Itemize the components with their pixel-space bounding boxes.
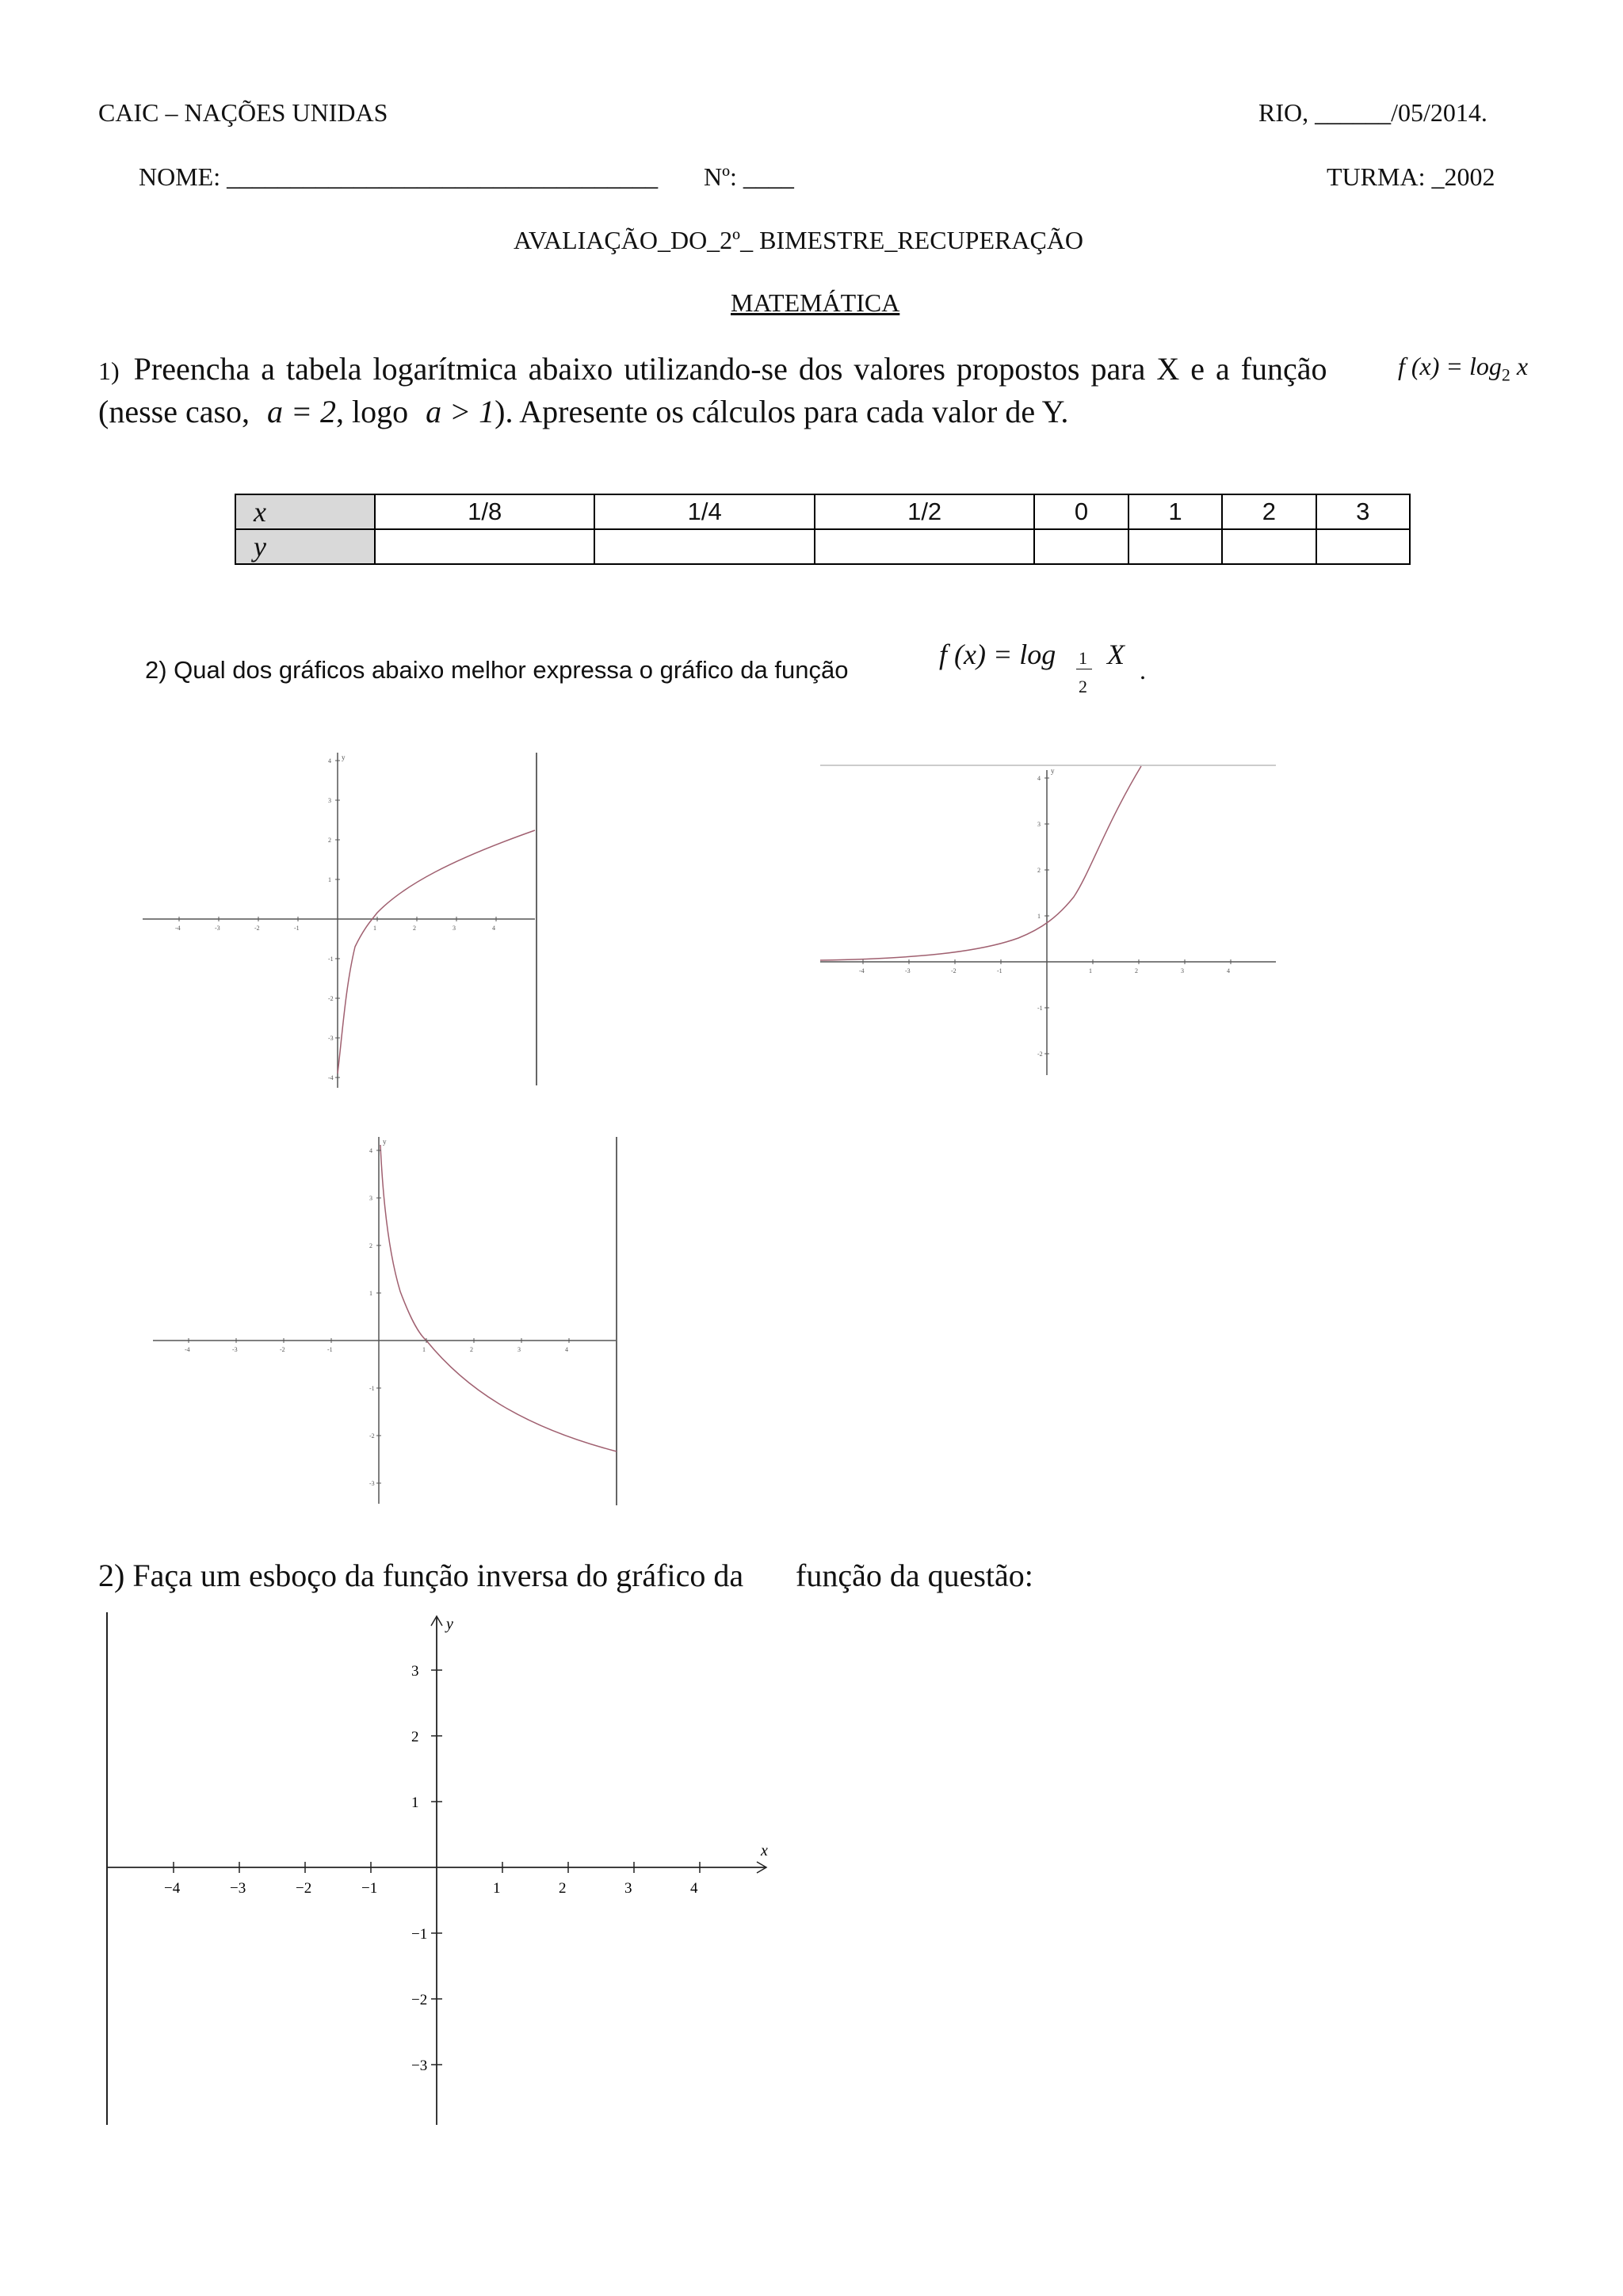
tick-marks [164, 1663, 700, 2074]
graph-option-2 [820, 762, 1280, 1079]
x-cell: 1/8 [375, 494, 594, 529]
class-field: TURMA: _2002 [1327, 162, 1495, 191]
exam-title: AVALIAÇÃO_DO_2º_ BIMESTRE_RECUPERAÇÃO [514, 226, 1084, 254]
graph-option-3 [147, 1133, 622, 1509]
y-tick-label: 3 [328, 797, 331, 804]
question-1-text: Preencha a tabela logarítmica abaixo utilizando-se dos valores propostos para X e a função [133, 351, 1327, 387]
y-tick-label: −3 [411, 2058, 428, 2074]
question-3-text-a: 2) Faça um esboço da função inversa do gráfico da [98, 1558, 744, 1593]
exp-curve [820, 766, 1141, 960]
x-tick-label: -1 [327, 1346, 333, 1353]
y-header: y [235, 529, 375, 564]
x-cell: 2 [1222, 494, 1316, 529]
x-tick-label: -2 [951, 967, 957, 974]
formula-period: . [1140, 656, 1146, 685]
x-tick-label: -3 [215, 925, 220, 932]
x-tick-label: 4 [1227, 967, 1230, 974]
y-tick-label: −2 [411, 1992, 428, 2008]
y-tick-label: 4 [369, 1147, 372, 1154]
y-axis-label: y [446, 1615, 453, 1633]
log-curve-decreasing [380, 1145, 617, 1451]
number-field: Nº: ____ [704, 162, 794, 191]
y-tick-label: 1 [328, 876, 331, 883]
question-1-formula [1398, 352, 1528, 385]
x-tick-label: 1 [1089, 967, 1092, 974]
y-tick-label: 3 [1037, 821, 1041, 828]
y-tick-label: -1 [369, 1385, 375, 1392]
x-tick-label: −1 [361, 1880, 378, 1897]
x-tick-label: 2 [470, 1346, 473, 1353]
school-name: CAIC – NAÇÕES UNIDAS [98, 98, 388, 127]
x-tick-label: −3 [230, 1880, 246, 1897]
x-cell: 3 [1316, 494, 1410, 529]
y-cell[interactable] [1128, 529, 1222, 564]
y-tick-label: 4 [1037, 775, 1041, 782]
x-cell: 0 [1034, 494, 1128, 529]
question-3-text-b: função da questão: [796, 1558, 1033, 1593]
y-tick-label: 1 [411, 1794, 419, 1811]
question-1-line2 [98, 393, 1068, 430]
x-tick-label: -1 [997, 967, 1002, 974]
subject-title: MATEMÁTICA [731, 288, 900, 317]
x-tick-label: −2 [296, 1880, 312, 1897]
question-2-text: 2) Qual dos gráficos abaixo melhor expressa o gráfico da função [145, 656, 849, 684]
x-tick-label: 2 [413, 925, 416, 932]
formula-base-den: 2 [1079, 677, 1087, 696]
y-tick-label: 4 [328, 757, 331, 765]
line2-part-b: , logo [336, 394, 409, 429]
y-axis-label: y [342, 753, 346, 761]
line2-part-a: (nesse caso, [98, 394, 250, 429]
x-tick-label: -4 [185, 1346, 190, 1353]
y-tick-label: -4 [328, 1074, 334, 1081]
x-tick-label: -1 [294, 925, 300, 932]
name-field: NOME: __________________________________ [139, 162, 659, 191]
formula-base: 2 [1501, 364, 1510, 385]
x-tick-label: 3 [517, 1346, 521, 1353]
log-curve-increasing [338, 830, 535, 1074]
x-tick-label: -3 [905, 967, 911, 974]
x-tick-label: 4 [492, 925, 495, 932]
x-tick-label: 3 [624, 1880, 632, 1897]
x-cell: 1/2 [815, 494, 1034, 529]
x-cell: 1/4 [594, 494, 814, 529]
x-header: x [235, 494, 375, 529]
y-tick-label: 2 [1037, 867, 1041, 874]
table-row-y [235, 529, 1410, 564]
y-tick-label: -2 [369, 1432, 375, 1440]
y-cell[interactable] [815, 529, 1034, 564]
y-tick-label: 2 [328, 837, 331, 844]
a-greater: a > 1 [426, 394, 495, 429]
y-cell[interactable] [594, 529, 814, 564]
formula-text: f (x) = log [1398, 352, 1502, 380]
y-tick-label: 3 [369, 1195, 372, 1202]
graph-option-1 [135, 749, 547, 1089]
sketch-axes[interactable] [99, 1608, 781, 2131]
x-tick-label: 3 [453, 925, 456, 932]
x-tick-label: 4 [565, 1346, 568, 1353]
log-table [235, 494, 1411, 565]
y-tick-label: 2 [411, 1729, 419, 1745]
line2-part-c: ). Apresente os cálculos para cada valor de Y. [495, 394, 1069, 429]
x-axis-label: x [761, 1842, 768, 1859]
y-tick-label: 3 [411, 1663, 419, 1680]
y-tick-label: -2 [328, 995, 334, 1002]
x-tick-label: 4 [690, 1880, 698, 1897]
x-tick-label: -2 [280, 1346, 285, 1353]
y-axis-label: y [383, 1138, 387, 1146]
y-tick-label: 1 [1037, 913, 1041, 920]
x-cell: 1 [1128, 494, 1222, 529]
question-1-number: 1) [98, 357, 120, 385]
x-tick-label: −4 [164, 1880, 181, 1897]
y-tick-label: -1 [328, 955, 334, 963]
y-tick-label: 2 [369, 1242, 372, 1249]
x-tick-label: 3 [1181, 967, 1184, 974]
question-2-formula: f (x) = log [939, 639, 1056, 670]
x-tick-label: -4 [859, 967, 865, 974]
y-axis-label: y [1051, 767, 1055, 775]
x-tick-label: 1 [493, 1880, 501, 1897]
x-tick-label: 2 [559, 1880, 567, 1897]
formula-var-x: X [1107, 639, 1125, 670]
x-tick-label: 2 [1135, 967, 1138, 974]
y-cell[interactable] [375, 529, 594, 564]
y-cell[interactable] [1222, 529, 1316, 564]
x-tick-label: 1 [422, 1346, 426, 1353]
y-tick-label: 1 [369, 1290, 372, 1297]
x-tick-label: -4 [175, 925, 181, 932]
y-cell[interactable] [1316, 529, 1410, 564]
x-tick-label: -3 [232, 1346, 238, 1353]
y-tick-label: -1 [1037, 1005, 1043, 1012]
x-tick-label: 1 [373, 925, 376, 932]
date-field: RIO, ______/05/2014. [1258, 98, 1487, 127]
formula-base-num: 1 [1079, 648, 1087, 668]
formula-var: x [1516, 352, 1529, 380]
y-tick-label: -3 [369, 1480, 375, 1487]
y-cell[interactable] [1034, 529, 1128, 564]
y-tick-label: −1 [411, 1926, 428, 1943]
y-tick-label: -3 [328, 1035, 334, 1042]
question-1 [98, 350, 1327, 387]
a-equals: a = 2 [267, 394, 337, 429]
x-tick-label: -2 [254, 925, 260, 932]
y-tick-label: -2 [1037, 1051, 1043, 1058]
table-row-x [235, 494, 1410, 529]
